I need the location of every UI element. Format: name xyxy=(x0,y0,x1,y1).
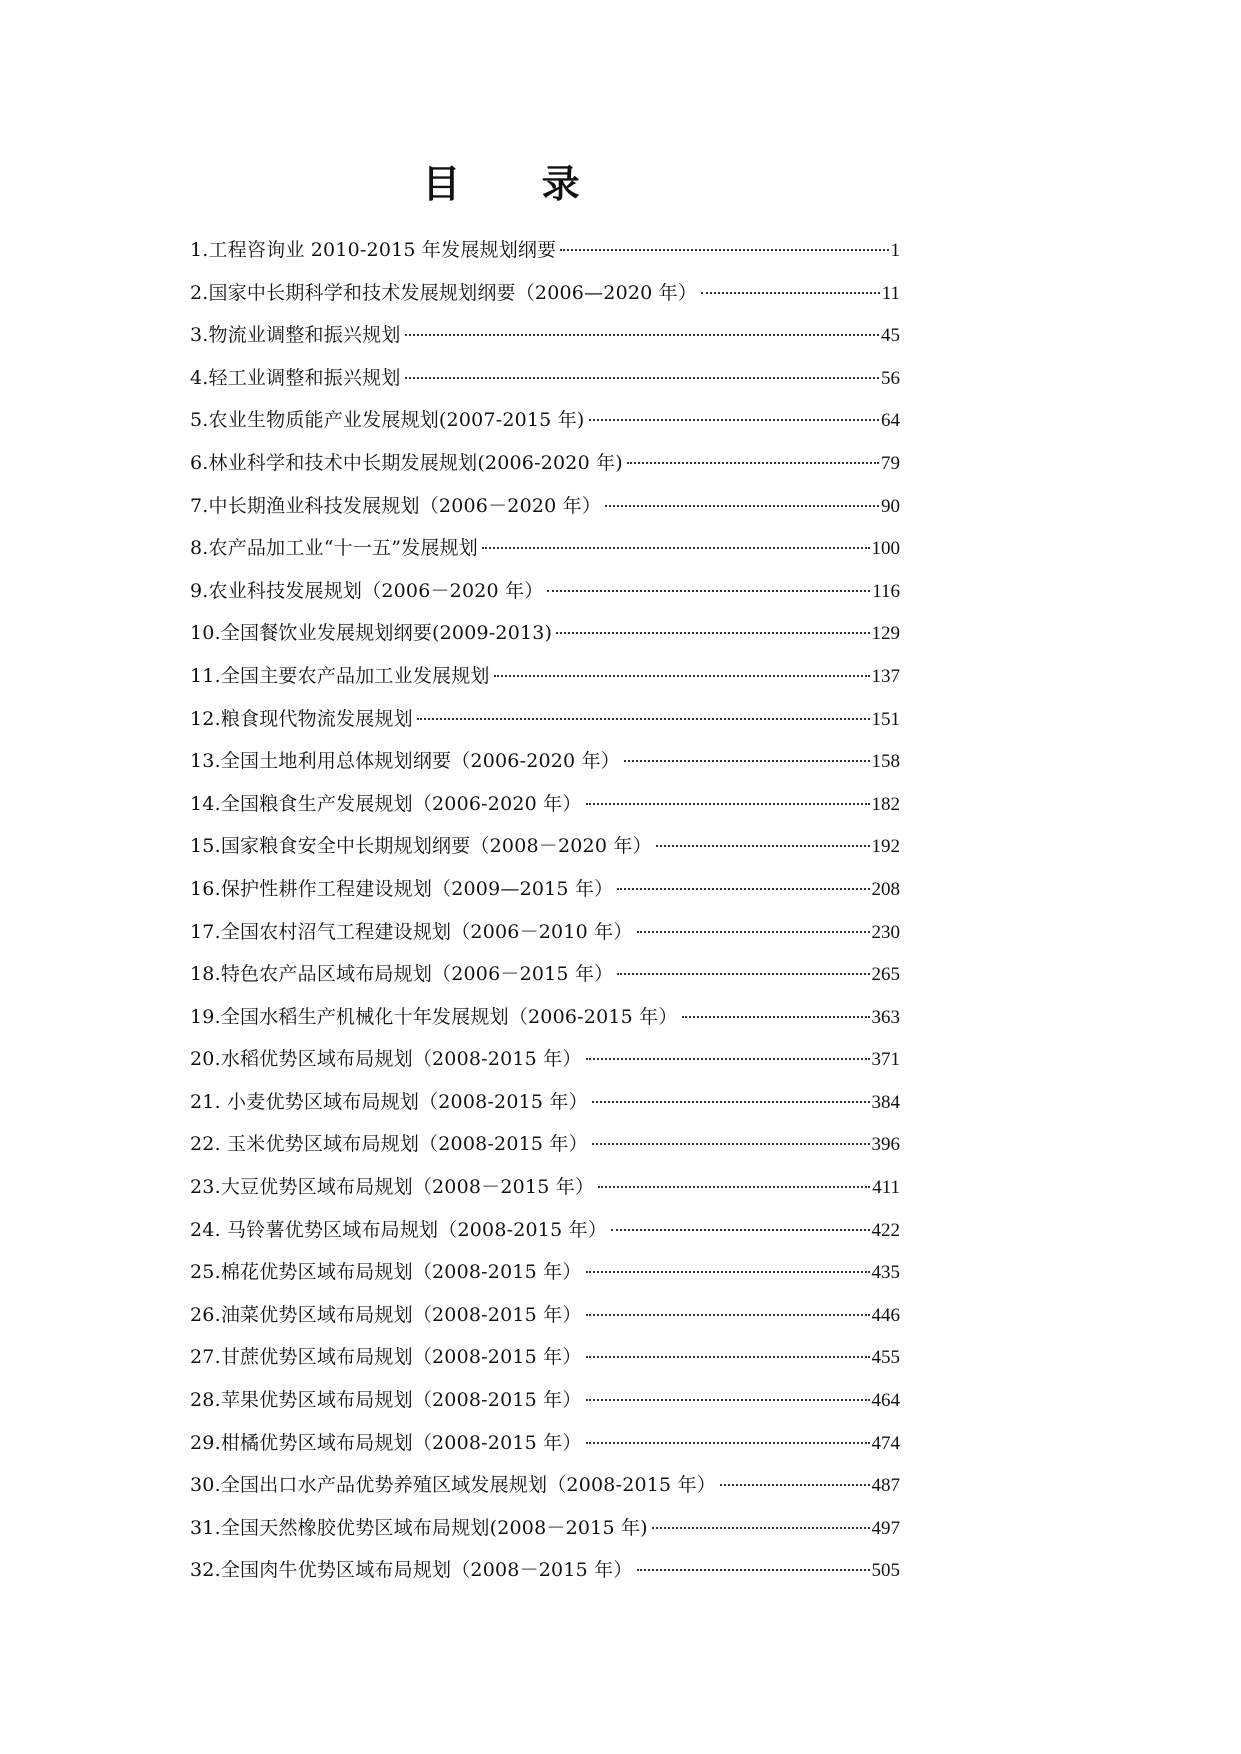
toc-entry[interactable] xyxy=(190,612,900,655)
toc-leader-dots xyxy=(682,1016,870,1018)
toc-entry[interactable] xyxy=(190,1038,900,1081)
toc-page-number: 64 xyxy=(881,410,900,432)
toc-entry-title: 23.大豆优势区域布局规划（2008－2015 年） xyxy=(190,1176,595,1199)
toc-entry-title: 3.物流业调整和振兴规划 xyxy=(190,324,401,347)
toc-entry[interactable] xyxy=(190,698,900,741)
toc-entry-title: 2.国家中长期科学和技术发展规划纲要（2006—2020 年） xyxy=(190,281,698,304)
toc-page-number: 363 xyxy=(871,1006,900,1028)
toc-entry[interactable] xyxy=(190,399,900,442)
toc-entry-title: 25.棉花优势区域布局规划（2008-2015 年） xyxy=(190,1261,582,1284)
toc-leader-dots xyxy=(586,1399,870,1401)
toc-entry[interactable] xyxy=(190,1081,900,1124)
toc-leader-dots xyxy=(637,1569,870,1571)
toc-page-number: 265 xyxy=(871,964,900,986)
toc-entry-title: 10.全国餐饮业发展规划纲要(2009-2013) xyxy=(190,622,553,645)
toc-entry[interactable] xyxy=(190,783,900,826)
toc-leader-dots xyxy=(605,505,879,507)
toc-entry-title: 1.工程咨询业 2010-2015 年发展规划纲要 xyxy=(190,239,557,261)
toc-page-number: 137 xyxy=(871,665,900,687)
toc-leader-dots xyxy=(556,632,869,634)
toc-leader-dots xyxy=(482,547,870,549)
toc-leader-dots xyxy=(656,845,870,847)
toc-leader-dots xyxy=(586,1442,870,1444)
toc-leader-dots xyxy=(592,1143,870,1145)
toc-leader-dots xyxy=(405,334,879,336)
toc-entry-title: 16.保护性耕作工程建设规划（2009—2015 年） xyxy=(190,877,614,900)
toc-entry[interactable] xyxy=(190,272,900,315)
toc-page-number: 446 xyxy=(871,1304,900,1326)
toc-entry[interactable] xyxy=(190,570,900,613)
toc-entry[interactable] xyxy=(190,996,900,1039)
toc-leader-dots xyxy=(617,888,869,890)
toc-entry[interactable] xyxy=(190,655,900,698)
toc-entry-title: 17.全国农村沼气工程建设规划（2006－2010 年） xyxy=(190,920,633,943)
toc-page-number: 230 xyxy=(871,921,900,943)
toc-page-number: 411 xyxy=(872,1177,900,1199)
toc-page-number: 45 xyxy=(881,325,900,347)
table-of-contents xyxy=(190,229,900,1592)
toc-page-number: 158 xyxy=(871,751,900,773)
toc-entry[interactable] xyxy=(190,1209,900,1252)
toc-entry-title: 19.全国水稻生产机械化十年发展规划（2006-2015 年） xyxy=(190,1005,678,1028)
toc-leader-dots xyxy=(547,590,870,592)
toc-leader-dots xyxy=(598,1186,870,1188)
toc-leader-dots xyxy=(586,1356,870,1358)
toc-page-number: 505 xyxy=(871,1560,900,1582)
toc-page-number: 422 xyxy=(871,1219,900,1241)
toc-entry[interactable] xyxy=(190,825,900,868)
toc-page-number: 100 xyxy=(871,538,900,560)
toc-page-number: 79 xyxy=(881,452,900,474)
toc-entry[interactable] xyxy=(190,357,900,400)
toc-leader-dots xyxy=(652,1527,870,1529)
toc-page-number: 182 xyxy=(871,793,900,815)
toc-entry[interactable] xyxy=(190,1251,900,1294)
toc-leader-dots xyxy=(720,1484,870,1486)
toc-leader-dots xyxy=(586,1271,870,1273)
toc-entry-title: 27.甘蔗优势区域布局规划（2008-2015 年） xyxy=(190,1346,582,1369)
toc-entry-title: 26.油菜优势区域布局规划（2008-2015 年） xyxy=(190,1303,582,1326)
toc-entry-title: 29.柑橘优势区域布局规划（2008-2015 年） xyxy=(190,1431,582,1454)
toc-page-number: 90 xyxy=(881,495,900,517)
toc-entry-title: 32.全国肉牛优势区域布局规划（2008－2015 年） xyxy=(190,1559,633,1582)
toc-leader-dots xyxy=(701,292,880,294)
toc-heading: 目 录 xyxy=(422,161,614,206)
toc-leader-dots xyxy=(637,931,870,933)
toc-entry-title: 9.农业科技发展规划（2006－2020 年） xyxy=(190,579,544,602)
toc-entry[interactable] xyxy=(190,485,900,528)
toc-leader-dots xyxy=(586,1314,870,1316)
toc-entry-title: 4.轻工业调整和振兴规划 xyxy=(190,366,401,389)
toc-entry-title: 8.农产品加工业“十一五”发展规划 xyxy=(190,537,478,560)
toc-entry[interactable] xyxy=(190,1336,900,1379)
toc-page-number: 192 xyxy=(871,836,900,858)
toc-page-number: 464 xyxy=(871,1390,900,1412)
toc-entry-title: 6.林业科学和技术中长期发展规划(2006-2020 年) xyxy=(190,451,623,474)
toc-page-number: 396 xyxy=(871,1134,900,1156)
toc-leader-dots xyxy=(405,377,879,379)
toc-page-number: 129 xyxy=(871,623,900,645)
toc-leader-dots xyxy=(586,803,870,805)
toc-page-number: 116 xyxy=(872,580,900,602)
toc-leader-dots xyxy=(560,249,888,251)
toc-entry-title: 21. 小麦优势区域布局规划（2008-2015 年） xyxy=(190,1090,588,1113)
toc-leader-dots xyxy=(494,675,870,677)
toc-page-number: 151 xyxy=(871,708,900,730)
toc-entry[interactable] xyxy=(190,1464,900,1507)
toc-leader-dots xyxy=(592,1101,870,1103)
toc-entry-title: 18.特色农产品区域布局规划（2006－2015 年） xyxy=(190,963,614,986)
toc-entry-title: 28.苹果优势区域布局规划（2008-2015 年） xyxy=(190,1389,582,1412)
toc-entry[interactable] xyxy=(190,1294,900,1337)
toc-entry-title: 14.全国粮食生产发展规划（2006-2020 年） xyxy=(190,792,582,815)
toc-entry-title: 30.全国出口水产品优势养殖区域发展规划（2008-2015 年） xyxy=(190,1474,716,1497)
toc-leader-dots xyxy=(417,718,870,720)
toc-page-number: 487 xyxy=(871,1475,900,1497)
toc-entry-title: 11.全国主要农产品加工业发展规划 xyxy=(190,664,490,687)
toc-entry[interactable] xyxy=(190,868,900,911)
toc-page-number: 455 xyxy=(871,1347,900,1369)
toc-leader-dots xyxy=(586,1058,870,1060)
toc-entry[interactable] xyxy=(190,442,900,485)
toc-page-number: 474 xyxy=(871,1432,900,1454)
toc-entry-title: 20.水稻优势区域布局规划（2008-2015 年） xyxy=(190,1048,582,1071)
toc-leader-dots xyxy=(611,1229,869,1231)
toc-entry-title: 15.国家粮食安全中长期规划纲要（2008－2020 年） xyxy=(190,835,652,858)
toc-entry[interactable] xyxy=(190,1549,900,1592)
toc-entry[interactable] xyxy=(190,527,900,570)
toc-entry-title: 7.中长期渔业科技发展规划（2006－2020 年） xyxy=(190,494,602,517)
toc-entry-title: 31.全国天然橡胶优势区域布局规划(2008－2015 年) xyxy=(190,1516,648,1539)
toc-page-number: 497 xyxy=(871,1517,900,1539)
toc-entry[interactable] xyxy=(190,1123,900,1166)
toc-page-number: 384 xyxy=(871,1091,900,1113)
toc-entry[interactable] xyxy=(190,1422,900,1465)
toc-page-number: 11 xyxy=(881,282,900,304)
toc-entry-title: 24. 马铃薯优势区域布局规划（2008-2015 年） xyxy=(190,1218,608,1241)
toc-leader-dots xyxy=(627,462,879,464)
toc-leader-dots xyxy=(589,419,879,421)
toc-page-number: 208 xyxy=(871,878,900,900)
toc-entry[interactable] xyxy=(190,1507,900,1550)
toc-leader-dots xyxy=(624,760,870,762)
toc-entry[interactable] xyxy=(190,314,900,357)
toc-entry[interactable] xyxy=(190,911,900,954)
toc-entry[interactable] xyxy=(190,229,900,272)
toc-entry[interactable] xyxy=(190,1379,900,1422)
toc-entry-title: 5.农业生物质能产业发展规划(2007-2015 年) xyxy=(190,409,585,432)
toc-page-number: 56 xyxy=(881,367,900,389)
toc-entry-title: 13.全国土地利用总体规划纲要（2006-2020 年） xyxy=(190,750,620,773)
toc-entry[interactable] xyxy=(190,953,900,996)
toc-page-number: 371 xyxy=(871,1049,900,1071)
toc-page-number: 1 xyxy=(890,240,900,261)
toc-entry[interactable] xyxy=(190,1166,900,1209)
toc-entry[interactable] xyxy=(190,740,900,783)
toc-leader-dots xyxy=(617,973,869,975)
toc-page-number: 435 xyxy=(871,1262,900,1284)
toc-entry-title: 22. 玉米优势区域布局规划（2008-2015 年） xyxy=(190,1133,588,1156)
toc-entry-title: 12.粮食现代物流发展规划 xyxy=(190,707,413,730)
